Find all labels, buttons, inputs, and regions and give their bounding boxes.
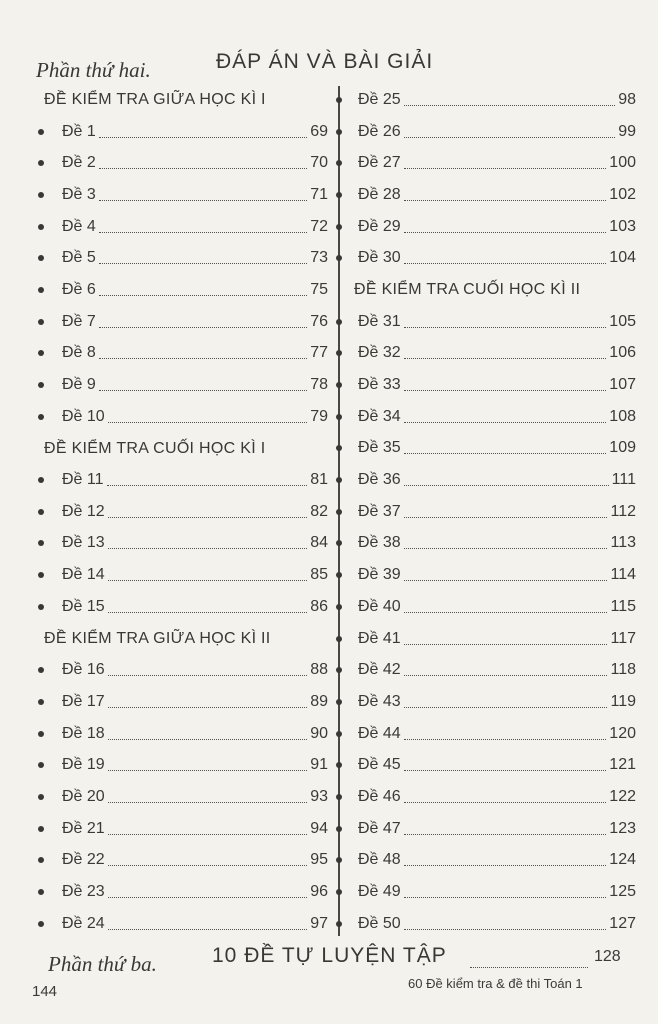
entry-page-number: 106: [609, 344, 636, 362]
running-title: 60 Đề kiểm tra & đề thi Toán 1: [408, 976, 583, 991]
toc-entry: [340, 591, 636, 623]
entry-label: Đề 34: [358, 407, 401, 425]
section-heading: ĐỀ KIỂM TRA GIỮA HỌC KÌ II: [44, 629, 271, 647]
leader-dots: [99, 199, 307, 201]
leader-dots: [404, 928, 607, 930]
toc-entry: [28, 464, 328, 496]
bullet-icon: [38, 762, 44, 768]
leader-dots: [404, 547, 608, 549]
toc-entry: [28, 528, 328, 560]
entry-page-number: 98: [618, 90, 636, 108]
entry-label: Đề 41: [358, 629, 401, 647]
leader-dots: [108, 421, 308, 423]
leader-dots: [404, 801, 607, 803]
leader-dots: [470, 966, 588, 968]
entry-page-number: 109: [609, 439, 636, 457]
toc-entry: [28, 876, 328, 908]
bullet-icon: [38, 921, 44, 927]
section-heading: ĐỀ KIỂM TRA CUỐI HỌC KÌ II: [354, 281, 581, 299]
toc-entry: [340, 369, 636, 401]
entry-label: Đề 19: [62, 756, 105, 774]
entry-page-number: 122: [609, 787, 636, 805]
bullet-icon: [336, 445, 342, 451]
leader-dots: [99, 262, 307, 264]
leader-dots: [107, 484, 308, 486]
entry-label: Đề 14: [62, 566, 105, 584]
entry-label: Đề 26: [358, 122, 401, 140]
leader-dots: [99, 167, 307, 169]
part-three-page: 128: [594, 948, 621, 965]
bullet-icon: [336, 762, 342, 768]
bullet-icon: [38, 414, 44, 420]
entry-label: Đề 44: [358, 724, 401, 742]
bullet-icon: [336, 572, 342, 578]
bullet-icon: [38, 192, 44, 198]
toc-entry: [340, 496, 636, 528]
entry-page-number: 114: [610, 566, 636, 584]
entry-label: Đề 1: [62, 122, 96, 140]
leader-dots: [108, 833, 308, 835]
leader-dots: [108, 516, 308, 518]
entry-label: Đề 17: [62, 692, 105, 710]
leader-dots: [108, 801, 308, 803]
leader-dots: [99, 389, 307, 391]
bullet-icon: [336, 636, 342, 642]
entry-label: Đề 45: [358, 756, 401, 774]
toc-entry: [28, 686, 328, 718]
entry-page-number: 95: [310, 851, 328, 869]
entry-page-number: 81: [310, 471, 328, 489]
entry-label: Đề 7: [62, 312, 96, 330]
entry-label: Đề 5: [62, 249, 96, 267]
leader-dots: [404, 484, 609, 486]
entry-label: Đề 28: [358, 185, 401, 203]
entry-page-number: 96: [310, 883, 328, 901]
toc-entry: [28, 718, 328, 750]
entry-label: Đề 27: [358, 154, 401, 172]
leader-dots: [404, 864, 607, 866]
page-number: 144: [32, 983, 58, 1000]
entry-page-number: 103: [609, 217, 636, 235]
bullet-icon: [336, 889, 342, 895]
leader-dots: [108, 674, 308, 676]
bullet-icon: [38, 540, 44, 546]
leader-dots: [404, 611, 608, 613]
toc-entry: [340, 718, 636, 750]
leader-dots: [108, 547, 308, 549]
entry-label: Đề 42: [358, 661, 401, 679]
section-heading: ĐỀ KIỂM TRA CUỐI HỌC KÌ I: [44, 439, 266, 457]
bullet-icon: [336, 477, 342, 483]
toc-entry: [340, 686, 636, 718]
bullet-icon: [336, 509, 342, 515]
entry-page-number: 100: [609, 154, 636, 172]
bullet-icon: [336, 382, 342, 388]
leader-dots: [99, 231, 307, 233]
entry-page-number: 120: [609, 724, 636, 742]
leader-dots: [108, 896, 308, 898]
toc-entry: [340, 306, 636, 338]
toc-entry: [28, 369, 328, 401]
bullet-icon: [336, 699, 342, 705]
entry-page-number: 89: [310, 692, 328, 710]
bullet-icon: [336, 857, 342, 863]
bullet-icon: [336, 160, 342, 166]
leader-dots: [404, 421, 607, 423]
entry-page-number: 72: [310, 217, 328, 235]
toc-entry: [340, 813, 636, 845]
right-column: [340, 84, 636, 940]
bullet-icon: [38, 129, 44, 135]
entry-page-number: 118: [610, 661, 636, 679]
entry-page-number: 97: [310, 914, 328, 932]
entry-label: Đề 29: [358, 217, 401, 235]
leader-dots: [404, 452, 607, 454]
leader-dots: [99, 136, 307, 138]
bullet-icon: [38, 857, 44, 863]
entry-label: Đề 43: [358, 692, 401, 710]
toc-entry: [28, 306, 328, 338]
left-column: [28, 84, 328, 940]
entry-page-number: 113: [610, 534, 636, 552]
entry-label: Đề 13: [62, 534, 105, 552]
entry-page-number: 84: [310, 534, 328, 552]
bullet-icon: [38, 667, 44, 673]
bullet-icon: [38, 382, 44, 388]
entry-page-number: 107: [609, 376, 636, 394]
bullet-icon: [336, 794, 342, 800]
bullet-icon: [38, 731, 44, 737]
toc-entry: [340, 749, 636, 781]
entry-label: Đề 35: [358, 439, 401, 457]
entry-label: Đề 38: [358, 534, 401, 552]
entry-label: Đề 48: [358, 851, 401, 869]
bullet-icon: [336, 921, 342, 927]
leader-dots: [99, 294, 307, 296]
leader-dots: [404, 833, 607, 835]
toc-entry: [28, 179, 328, 211]
toc-entry: [340, 876, 636, 908]
entry-page-number: 94: [310, 819, 328, 837]
leader-dots: [404, 516, 608, 518]
toc-entry: [340, 845, 636, 877]
entry-page-number: 108: [609, 407, 636, 425]
entry-page-number: 127: [609, 914, 636, 932]
entry-page-number: 71: [310, 185, 328, 203]
leader-dots: [108, 706, 308, 708]
entry-label: Đề 25: [358, 90, 401, 108]
part-two-label: Phần thứ hai.: [36, 58, 151, 82]
entry-label: Đề 15: [62, 597, 105, 615]
toc-entry: [28, 242, 328, 274]
toc-entry: [340, 908, 636, 940]
leader-dots: [404, 579, 608, 581]
toc-entry: [340, 654, 636, 686]
toc-entry: [28, 749, 328, 781]
leader-dots: [108, 864, 308, 866]
entry-page-number: 105: [609, 312, 636, 330]
entry-page-number: 115: [610, 597, 636, 615]
bullet-icon: [336, 604, 342, 610]
bullet-icon: [336, 319, 342, 325]
entry-label: Đề 49: [358, 883, 401, 901]
leader-dots: [108, 769, 308, 771]
bullet-icon: [38, 477, 44, 483]
toc-entry: [340, 559, 636, 591]
entry-label: Đề 39: [358, 566, 401, 584]
entry-page-number: 99: [618, 122, 636, 140]
entry-page-number: 85: [310, 566, 328, 584]
bullet-icon: [336, 414, 342, 420]
entry-label: Đề 3: [62, 185, 96, 203]
bullet-icon: [336, 667, 342, 673]
entry-label: Đề 46: [358, 787, 401, 805]
bullet-icon: [336, 97, 342, 103]
toc-entry: [340, 464, 636, 496]
entry-label: Đề 9: [62, 376, 96, 394]
bullet-icon: [336, 731, 342, 737]
entry-page-number: 119: [610, 692, 636, 710]
leader-dots: [404, 231, 607, 233]
entry-label: Đề 40: [358, 597, 401, 615]
entry-label: Đề 11: [62, 471, 104, 489]
leader-dots: [99, 326, 307, 328]
toc-entry: [28, 211, 328, 243]
toc-entry: [340, 116, 636, 148]
toc-entry: [28, 116, 328, 148]
leader-dots: [404, 706, 608, 708]
leader-dots: [99, 357, 307, 359]
leader-dots: [404, 389, 607, 391]
part-two-title: ĐÁP ÁN VÀ BÀI GIẢI: [216, 50, 434, 73]
bullet-icon: [336, 350, 342, 356]
toc-entry: [340, 528, 636, 560]
toc-entry: [28, 147, 328, 179]
entry-label: Đề 30: [358, 249, 401, 267]
entry-page-number: 90: [310, 724, 328, 742]
leader-dots: [404, 643, 608, 645]
entry-label: Đề 18: [62, 724, 105, 742]
toc-entry: [340, 211, 636, 243]
entry-label: Đề 37: [358, 502, 401, 520]
toc-entry: [340, 781, 636, 813]
bullet-icon: [38, 604, 44, 610]
entry-page-number: 82: [310, 502, 328, 520]
entry-page-number: 69: [310, 122, 328, 140]
entry-page-number: 93: [310, 787, 328, 805]
leader-dots: [404, 104, 616, 106]
toc-entry: [28, 908, 328, 940]
toc-entry: [28, 496, 328, 528]
entry-label: Đề 36: [358, 471, 401, 489]
bullet-icon: [336, 826, 342, 832]
entry-page-number: 91: [310, 756, 328, 774]
leader-dots: [404, 262, 607, 264]
bullet-icon: [38, 794, 44, 800]
bullet-icon: [38, 699, 44, 705]
leader-dots: [108, 928, 308, 930]
toc-entry: [340, 433, 636, 465]
entry-page-number: 117: [610, 629, 636, 647]
leader-dots: [108, 579, 308, 581]
bullet-icon: [38, 509, 44, 515]
bullet-icon: [336, 255, 342, 261]
leader-dots: [404, 167, 607, 169]
toc-entry: [28, 559, 328, 591]
leader-dots: [108, 611, 308, 613]
entry-page-number: 78: [310, 376, 328, 394]
bullet-icon: [38, 160, 44, 166]
entry-page-number: 86: [310, 597, 328, 615]
entry-page-number: 75: [310, 280, 328, 298]
entry-label: Đề 32: [358, 344, 401, 362]
toc-entry: [28, 274, 328, 306]
entry-page-number: 111: [611, 471, 636, 489]
bullet-icon: [38, 319, 44, 325]
toc-entry: [340, 242, 636, 274]
entry-page-number: 88: [310, 661, 328, 679]
entry-page-number: 125: [609, 883, 636, 901]
entry-page-number: 79: [310, 407, 328, 425]
part-three-label: Phần thứ ba.: [48, 952, 157, 976]
toc-entry: [28, 813, 328, 845]
entry-label: Đề 31: [358, 312, 401, 330]
leader-dots: [108, 738, 308, 740]
entry-label: Đề 10: [62, 407, 105, 425]
bullet-icon: [38, 224, 44, 230]
bullet-icon: [38, 572, 44, 578]
toc-entry: [340, 84, 636, 116]
entry-label: Đề 21: [62, 819, 105, 837]
entry-label: Đề 20: [62, 787, 105, 805]
bullet-icon: [336, 192, 342, 198]
bullet-icon: [336, 224, 342, 230]
entry-page-number: 77: [310, 344, 328, 362]
entry-page-number: 104: [609, 249, 636, 267]
entry-label: Đề 50: [358, 914, 401, 932]
entry-label: Đề 23: [62, 883, 105, 901]
toc-entry: [28, 591, 328, 623]
entry-page-number: 102: [609, 185, 636, 203]
entry-page-number: 73: [310, 249, 328, 267]
bullet-icon: [38, 889, 44, 895]
leader-dots: [404, 199, 607, 201]
bullet-icon: [38, 826, 44, 832]
entry-page-number: 76: [310, 312, 328, 330]
leader-dots: [404, 769, 607, 771]
toc-entry: [340, 338, 636, 370]
entry-label: Đề 24: [62, 914, 105, 932]
bullet-icon: [336, 540, 342, 546]
toc-entry: [340, 147, 636, 179]
leader-dots: [404, 896, 607, 898]
leader-dots: [404, 357, 607, 359]
entry-page-number: 121: [609, 756, 636, 774]
leader-dots: [404, 136, 616, 138]
bullet-icon: [38, 255, 44, 261]
part-three-row: [0, 944, 658, 980]
entry-label: Đề 4: [62, 217, 96, 235]
entry-label: Đề 8: [62, 344, 96, 362]
entry-page-number: 124: [609, 851, 636, 869]
entry-label: Đề 16: [62, 661, 105, 679]
entry-label: Đề 6: [62, 280, 96, 298]
entry-page-number: 70: [310, 154, 328, 172]
toc-entry: [340, 623, 636, 655]
entry-page-number: 123: [609, 819, 636, 837]
entry-label: Đề 12: [62, 502, 105, 520]
toc-entry: [340, 179, 636, 211]
toc-entry: [28, 781, 328, 813]
toc-entry: [28, 654, 328, 686]
entry-label: Đề 33: [358, 376, 401, 394]
bullet-icon: [38, 350, 44, 356]
leader-dots: [404, 326, 607, 328]
entry-label: Đề 47: [358, 819, 401, 837]
leader-dots: [404, 738, 607, 740]
toc-entry: [28, 338, 328, 370]
bullet-icon: [336, 129, 342, 135]
section-heading: ĐỀ KIỂM TRA GIỮA HỌC KÌ I: [44, 91, 266, 108]
toc-entry: [28, 845, 328, 877]
entry-page-number: 112: [610, 502, 636, 520]
toc-entry: [28, 401, 328, 433]
leader-dots: [404, 674, 608, 676]
part-three-title: 10 ĐỀ TỰ LUYỆN TẬP: [212, 944, 447, 967]
entry-label: Đề 22: [62, 851, 105, 869]
entry-label: Đề 2: [62, 154, 96, 172]
bullet-icon: [38, 287, 44, 293]
toc-entry: [340, 401, 636, 433]
